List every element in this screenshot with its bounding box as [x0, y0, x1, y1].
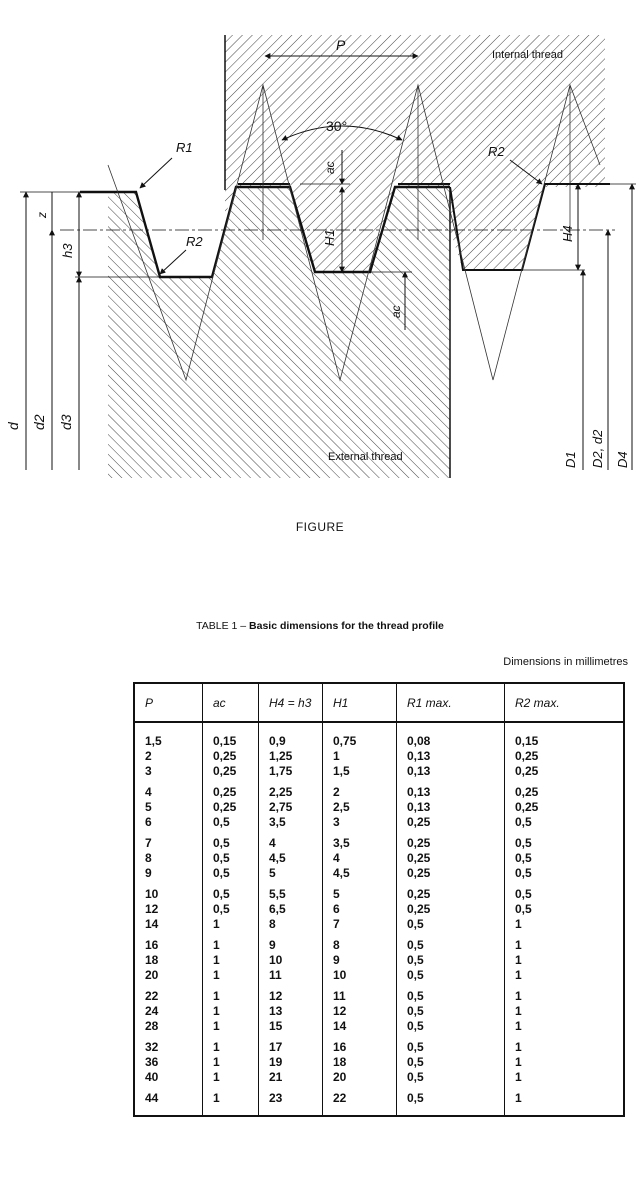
cell-r1max: 0,5 — [397, 1034, 505, 1055]
cell-h1: 1,5 — [323, 764, 397, 779]
thread-dimensions-table — [133, 682, 625, 1117]
table-title-text: Basic dimensions for the thread profile — [249, 620, 444, 632]
header-h4-h3: H4 = h3 — [259, 683, 323, 722]
cell-ac: 0,25 — [203, 779, 259, 800]
cell-p: 32 — [134, 1034, 203, 1055]
pitch-label: P — [336, 37, 346, 53]
D1-label: D1 — [563, 451, 578, 468]
cell-r1max: 0,25 — [397, 902, 505, 917]
cell-ac: 0,25 — [203, 764, 259, 779]
cell-r2max: 1 — [505, 1055, 625, 1070]
cell-ac: 1 — [203, 1085, 259, 1116]
table-row — [134, 779, 624, 800]
cell-r2max: 0,5 — [505, 815, 625, 830]
cell-h4h3: 2,25 — [259, 779, 323, 800]
cell-r2max: 0,25 — [505, 800, 625, 815]
cell-h4h3: 1,25 — [259, 749, 323, 764]
cell-h1: 10 — [323, 968, 397, 983]
table-row — [134, 764, 624, 779]
r1-label: R1 — [176, 140, 193, 155]
cell-r2max: 0,5 — [505, 866, 625, 881]
cell-h4h3: 4,5 — [259, 851, 323, 866]
header-ac: ac — [203, 683, 259, 722]
cell-r1max: 0,5 — [397, 917, 505, 932]
table-body — [134, 722, 624, 1116]
cell-r1max: 0,5 — [397, 983, 505, 1004]
table-row — [134, 902, 624, 917]
table-row — [134, 917, 624, 932]
cell-ac: 0,5 — [203, 902, 259, 917]
cell-p: 18 — [134, 953, 203, 968]
table-row — [134, 800, 624, 815]
cell-r2max: 0,15 — [505, 722, 625, 749]
cell-h1: 11 — [323, 983, 397, 1004]
cell-p: 10 — [134, 881, 203, 902]
cell-h1: 4 — [323, 851, 397, 866]
cell-p: 12 — [134, 902, 203, 917]
table-row — [134, 815, 624, 830]
cell-r1max: 0,5 — [397, 968, 505, 983]
cell-h4h3: 3,5 — [259, 815, 323, 830]
table-title — [0, 620, 640, 632]
cell-r1max: 0,25 — [397, 815, 505, 830]
r2-bottom-leader — [160, 250, 186, 274]
angle-label: 30° — [326, 118, 348, 134]
cell-h1: 20 — [323, 1070, 397, 1085]
cell-r1max: 0,5 — [397, 1019, 505, 1034]
cell-h1: 22 — [323, 1085, 397, 1116]
cell-r1max: 0,5 — [397, 1055, 505, 1070]
cell-h4h3: 23 — [259, 1085, 323, 1116]
cell-r2max: 1 — [505, 1004, 625, 1019]
cell-r2max: 1 — [505, 917, 625, 932]
cell-r1max: 0,25 — [397, 866, 505, 881]
cell-r2max: 1 — [505, 1070, 625, 1085]
r1-leader — [140, 158, 172, 188]
cell-h1: 3 — [323, 815, 397, 830]
cell-ac: 0,5 — [203, 881, 259, 902]
external-thread-label: External thread — [328, 451, 403, 463]
cell-p: 1,5 — [134, 722, 203, 749]
cell-h4h3: 15 — [259, 1019, 323, 1034]
cell-h1: 0,75 — [323, 722, 397, 749]
cell-h4h3: 8 — [259, 917, 323, 932]
cell-p: 5 — [134, 800, 203, 815]
cell-h4h3: 4 — [259, 830, 323, 851]
table-header-row — [134, 683, 624, 722]
cell-h1: 5 — [323, 881, 397, 902]
cell-h1: 7 — [323, 917, 397, 932]
cell-ac: 0,25 — [203, 800, 259, 815]
cell-r1max: 0,5 — [397, 932, 505, 953]
table-row — [134, 1070, 624, 1085]
cell-ac: 1 — [203, 1004, 259, 1019]
z-label: z — [35, 212, 49, 218]
cell-h1: 6 — [323, 902, 397, 917]
cell-r1max: 0,5 — [397, 1004, 505, 1019]
table-row — [134, 881, 624, 902]
table-row — [134, 953, 624, 968]
ac-top-label: ac — [323, 161, 337, 174]
cell-h4h3: 11 — [259, 968, 323, 983]
cell-h4h3: 0,9 — [259, 722, 323, 749]
cell-h4h3: 5 — [259, 866, 323, 881]
cell-r2max: 0,5 — [505, 902, 625, 917]
r2-top-label: R2 — [488, 144, 505, 159]
table-row — [134, 1019, 624, 1034]
cell-p: 3 — [134, 764, 203, 779]
cell-p: 6 — [134, 815, 203, 830]
cell-r2max: 1 — [505, 983, 625, 1004]
cell-ac: 1 — [203, 1019, 259, 1034]
cell-r2max: 0,25 — [505, 779, 625, 800]
cell-p: 44 — [134, 1085, 203, 1116]
cell-ac: 0,5 — [203, 866, 259, 881]
cell-h1: 14 — [323, 1019, 397, 1034]
r2-bottom-label: R2 — [186, 234, 203, 249]
cell-r2max: 1 — [505, 1085, 625, 1116]
cell-r1max: 0,5 — [397, 1085, 505, 1116]
table-row — [134, 1034, 624, 1055]
cell-h1: 2,5 — [323, 800, 397, 815]
header-p: P — [134, 683, 203, 722]
header-r2-max: R2 max. — [505, 683, 625, 722]
cell-h4h3: 21 — [259, 1070, 323, 1085]
external-thread-body — [108, 187, 450, 478]
internal-thread-label: Internal thread — [492, 49, 563, 61]
d2-label: d2 — [31, 414, 47, 430]
cell-r1max: 0,13 — [397, 749, 505, 764]
cell-h4h3: 2,75 — [259, 800, 323, 815]
cell-p: 22 — [134, 983, 203, 1004]
cell-h4h3: 6,5 — [259, 902, 323, 917]
cell-ac: 1 — [203, 932, 259, 953]
cell-p: 36 — [134, 1055, 203, 1070]
cell-ac: 1 — [203, 1034, 259, 1055]
cell-r2max: 0,25 — [505, 749, 625, 764]
cell-h4h3: 12 — [259, 983, 323, 1004]
cell-p: 14 — [134, 917, 203, 932]
cell-ac: 0,5 — [203, 851, 259, 866]
cell-r2max: 0,5 — [505, 851, 625, 866]
cell-p: 7 — [134, 830, 203, 851]
cell-ac: 1 — [203, 953, 259, 968]
table-row — [134, 830, 624, 851]
cell-r1max: 0,5 — [397, 953, 505, 968]
cell-h1: 8 — [323, 932, 397, 953]
cell-r1max: 0,13 — [397, 779, 505, 800]
thread-profile-figure — [0, 0, 640, 500]
cell-ac: 0,5 — [203, 830, 259, 851]
cell-ac: 0,15 — [203, 722, 259, 749]
cell-h4h3: 19 — [259, 1055, 323, 1070]
cell-ac: 1 — [203, 968, 259, 983]
cell-ac: 1 — [203, 983, 259, 1004]
header-r1-max: R1 max. — [397, 683, 505, 722]
cell-r2max: 0,5 — [505, 830, 625, 851]
d-label: d — [5, 422, 21, 430]
cell-h4h3: 5,5 — [259, 881, 323, 902]
cell-p: 24 — [134, 1004, 203, 1019]
D4-label: D4 — [615, 451, 630, 468]
table-row — [134, 851, 624, 866]
table-title-prefix: TABLE 1 – — [196, 620, 250, 632]
cell-r2max: 1 — [505, 1034, 625, 1055]
table-row — [134, 866, 624, 881]
cell-ac: 1 — [203, 1070, 259, 1085]
table-units: Dimensions in millimetres — [503, 656, 628, 668]
cell-h1: 4,5 — [323, 866, 397, 881]
cell-r2max: 1 — [505, 953, 625, 968]
cell-h1: 12 — [323, 1004, 397, 1019]
table-row — [134, 1004, 624, 1019]
cell-ac: 1 — [203, 1055, 259, 1070]
cell-r2max: 1 — [505, 932, 625, 953]
cell-p: 4 — [134, 779, 203, 800]
cell-r1max: 0,13 — [397, 764, 505, 779]
cell-ac: 0,5 — [203, 815, 259, 830]
table-row — [134, 1055, 624, 1070]
cell-r1max: 0,25 — [397, 851, 505, 866]
cell-p: 8 — [134, 851, 203, 866]
h1-label: H1 — [322, 229, 337, 246]
cell-h1: 16 — [323, 1034, 397, 1055]
cell-p: 9 — [134, 866, 203, 881]
cell-h1: 3,5 — [323, 830, 397, 851]
figure-caption: FIGURE — [295, 520, 345, 534]
cell-h1: 2 — [323, 779, 397, 800]
cell-r1max: 0,25 — [397, 830, 505, 851]
cell-p: 16 — [134, 932, 203, 953]
D2d2-label: D2, d2 — [590, 429, 605, 468]
table-row — [134, 1085, 624, 1116]
d3-label: d3 — [58, 414, 74, 430]
cell-r2max: 0,5 — [505, 881, 625, 902]
cell-h4h3: 13 — [259, 1004, 323, 1019]
cell-r2max: 1 — [505, 1019, 625, 1034]
cell-r1max: 0,5 — [397, 1070, 505, 1085]
cell-h4h3: 1,75 — [259, 764, 323, 779]
h4-label: H4 — [560, 225, 575, 242]
cell-p: 28 — [134, 1019, 203, 1034]
cell-h4h3: 10 — [259, 953, 323, 968]
cell-r2max: 0,25 — [505, 764, 625, 779]
cell-ac: 0,25 — [203, 749, 259, 764]
cell-h1: 1 — [323, 749, 397, 764]
cell-h4h3: 17 — [259, 1034, 323, 1055]
table-row — [134, 983, 624, 1004]
cell-p: 20 — [134, 968, 203, 983]
table-row — [134, 968, 624, 983]
cell-ac: 1 — [203, 917, 259, 932]
header-h1: H1 — [323, 683, 397, 722]
cell-h1: 18 — [323, 1055, 397, 1070]
cell-p: 40 — [134, 1070, 203, 1085]
cell-h4h3: 9 — [259, 932, 323, 953]
ac-bottom-label: ac — [389, 305, 403, 318]
cell-r1max: 0,08 — [397, 722, 505, 749]
h3-label: h3 — [60, 243, 75, 258]
cell-p: 2 — [134, 749, 203, 764]
table-row — [134, 749, 624, 764]
table-row — [134, 722, 624, 749]
cell-h1: 9 — [323, 953, 397, 968]
cell-r1max: 0,25 — [397, 881, 505, 902]
cell-r1max: 0,13 — [397, 800, 505, 815]
table-row — [134, 932, 624, 953]
cell-r2max: 1 — [505, 968, 625, 983]
